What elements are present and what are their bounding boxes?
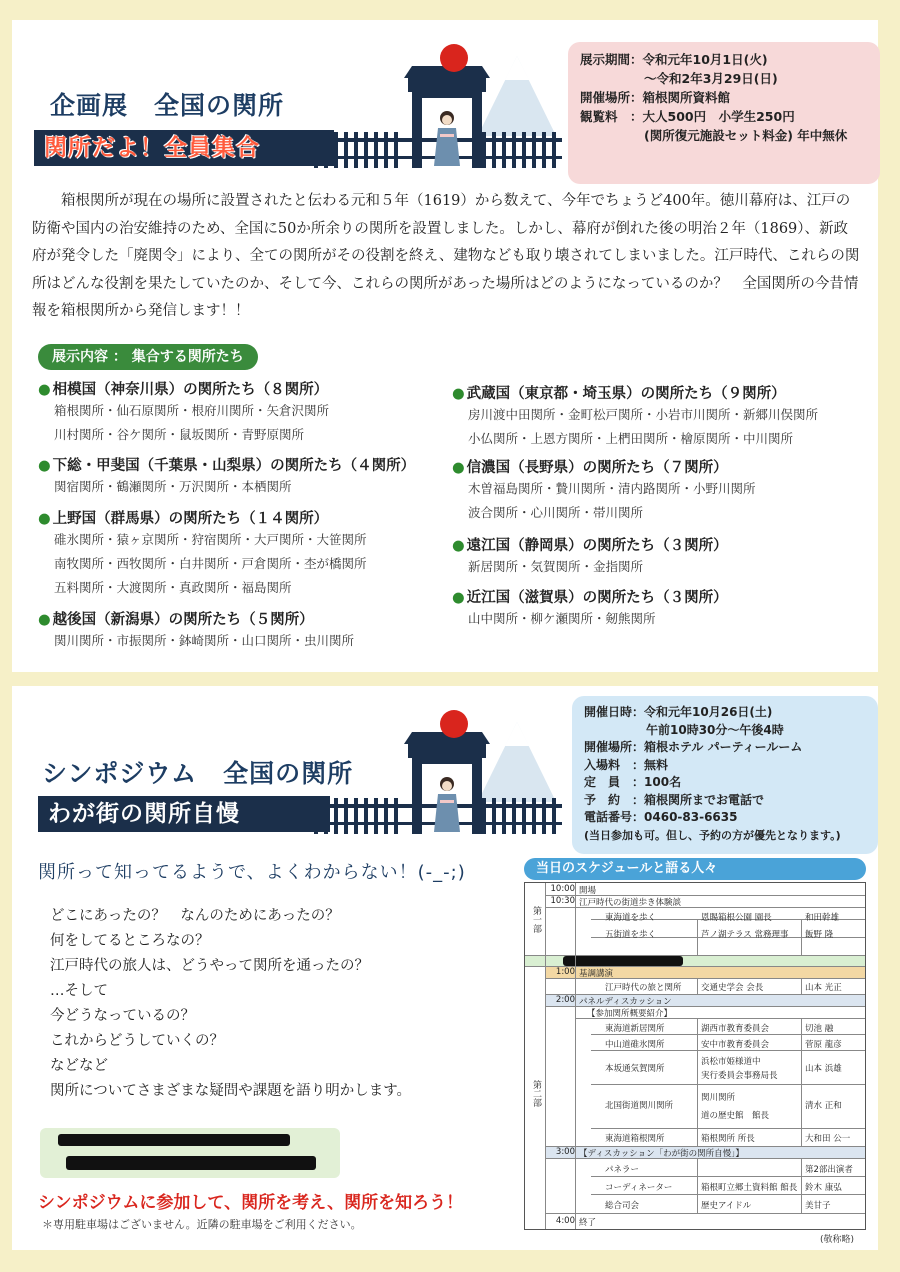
schedule-event: コーディネーター — [605, 1183, 673, 1193]
schedule-org: 箱根町立郷土資料館 館長 — [701, 1183, 798, 1193]
redaction-bar — [66, 1156, 316, 1170]
schedule-name: 飯野 隆 — [805, 930, 834, 940]
info-row: (当日参加も可。但し、予約の方が優先となります。) — [584, 828, 841, 842]
schedule-event: 江戸時代の旅と関所 — [605, 983, 682, 993]
info-row: 電話番号： 0460-83-6635 — [584, 810, 738, 824]
grid-line — [575, 883, 576, 1229]
grid-line — [591, 1084, 865, 1085]
schedule-org: 箱根関所 所長 — [701, 1134, 755, 1144]
bullet-icon: ● — [38, 511, 51, 527]
region-shinano: ● 信濃国（長野県）の関所たち（７関所） 木曽福島関所・贄川関所・清内路関所・小野川関所 波合関所・心川関所・帯川関所 — [452, 460, 756, 520]
schedule-name: 切池 融 — [805, 1024, 834, 1034]
schedule-time: 3:00 — [555, 1147, 575, 1157]
schedule-table — [524, 882, 866, 1230]
grid-line — [801, 1158, 802, 1213]
bullet-icon: ● — [452, 386, 465, 402]
exhibition-panel — [12, 20, 878, 672]
contents-label: 展示内容 ： 集合する関所たち — [38, 344, 258, 370]
bullet-icon: ● — [452, 590, 465, 606]
info-row: 開催場所： 箱根関所資料館 — [580, 90, 731, 105]
gate-illustration-1 — [312, 38, 562, 168]
schedule-header: 当日のスケジュールと語る人々 — [524, 858, 866, 880]
schedule-event: 五街道を歩く — [605, 930, 657, 940]
red-sun-icon — [440, 710, 468, 738]
schedule-time: 10:00 — [550, 884, 575, 894]
schedule-name: 和田幹雄 — [805, 913, 840, 923]
grid-line — [525, 966, 865, 967]
region-echigo: ● 越後国（新潟県）の関所たち（５関所） 関川関所・市振関所・鉢崎関所・山口関所・虫川関所 — [38, 612, 355, 648]
bullet-icon: ● — [38, 612, 51, 628]
schedule-name: 美甘子 — [805, 1201, 831, 1211]
schedule-org: 安中市教育委員会 — [701, 1040, 770, 1050]
info-row: 開催日時： 令和元年10月26日(土) — [584, 705, 773, 719]
grid-line — [801, 978, 802, 994]
region-kozuke: ● 上野国（群馬県）の関所たち（１４関所） 碓氷関所・猿ヶ京関所・狩宿関所・大戸関所・大笹関所 南牧関所・西牧関所・白井関所・戸倉関所・杢が橋関所 五料関所・大渡関所・真政関所・福島関所 — [38, 511, 367, 595]
info-row: (関所復元施設セット料金) 年中無休 — [644, 128, 848, 143]
schedule-note: (敬称略) — [820, 1235, 855, 1245]
grid-line — [697, 1158, 698, 1213]
schedule-event: 終了 — [579, 1218, 597, 1228]
schedule-event: 中山道碓氷関所 — [605, 1040, 665, 1050]
info-row: 予 約 ： 箱根関所までお電話で — [584, 792, 765, 807]
grid-line — [697, 978, 698, 994]
schedule-name: 山本 浜雄 — [805, 1064, 842, 1074]
schedule-time: 1:00 — [555, 967, 575, 977]
schedule-event: 総合司会 — [605, 1201, 640, 1211]
bullet-icon: ● — [452, 538, 465, 554]
grid-line — [591, 1194, 865, 1195]
grid-line — [545, 1213, 865, 1214]
symposium-info-box — [572, 696, 878, 854]
question-line: 江戸時代の旅人は、どうやって関所を通ったの？ — [50, 958, 369, 974]
region-shimousa-kai: ● 下総・甲斐国（千葉県・山梨県）の関所たち（４関所） 関宿関所・鶴瀬関所・万沢関所・本栖関所 — [38, 458, 416, 494]
schedule-event: 東海道箱根関所 — [605, 1134, 665, 1144]
schedule-event: 本坂通気賀関所 — [605, 1064, 665, 1074]
exhibition-subtitle: 関所だよ！全員集合 — [34, 130, 334, 166]
question-line: 今どうなっているの？ — [50, 1008, 195, 1024]
schedule-name: 菅原 龍彦 — [805, 1040, 842, 1050]
schedule-time: 2:00 — [555, 995, 575, 1005]
symposium-subtitle: わが街の関所自慢 — [38, 796, 330, 832]
grid-line — [801, 1018, 802, 1146]
info-row: 開催場所： 箱根ホテル パーティールーム — [584, 740, 803, 754]
grid-line — [591, 1034, 865, 1035]
schedule-name: 清水 正和 — [805, 1101, 842, 1111]
schedule-name: 第2部出演者 — [805, 1165, 853, 1175]
schedule-org: 交通史学会 会長 — [701, 983, 764, 993]
schedule-name: 鈴木 康弘 — [805, 1183, 842, 1193]
grid-line — [697, 1018, 698, 1146]
grid-line — [591, 1128, 865, 1129]
schedule-event: 基調講演 — [579, 969, 614, 979]
exhibition-title: 企画展 全国の関所 — [50, 91, 285, 120]
schedule-org: 実行委員会事務局長 — [701, 1071, 778, 1081]
part2-label: 第二部 — [531, 1079, 541, 1107]
schedule-event: 【参加関所概要紹介】 — [587, 1009, 673, 1019]
info-row: 定 員 ： 100名 — [584, 775, 682, 789]
redaction-bar — [58, 1134, 290, 1146]
question-line: どこにあったの？ なんのためにあったの？ — [50, 908, 340, 924]
schedule-org: 芦ノ湖テラス 常務理事 — [701, 930, 789, 940]
info-row: 観覧料 ： 大人500円 小学生250円 — [580, 109, 795, 124]
schedule-org: 恩賜箱根公園 園長 — [701, 913, 772, 923]
info-row: 展示期間： 令和元年10月1日(火) — [580, 52, 768, 67]
schedule-event: 東海道新居関所 — [605, 1024, 665, 1034]
schedule-event: パネラー — [605, 1165, 640, 1175]
schedule-event: 江戸時代の街道歩き体験談 — [579, 898, 682, 908]
grid-line — [591, 1050, 865, 1051]
question-line: 何をしてるところなの？ — [50, 933, 210, 949]
question-line: これからどうしていくの？ — [50, 1033, 224, 1049]
bullet-icon: ● — [38, 382, 51, 398]
region-totomi: ● 遠江国（静岡県）の関所たち（３関所） 新居関所・気賀関所・金指関所 — [452, 538, 728, 574]
question-line: などなど — [50, 1058, 108, 1074]
schedule-event: 北国街道関川関所 — [605, 1101, 674, 1111]
part1-label: 第一部 — [531, 905, 541, 933]
grid-line — [525, 955, 865, 956]
schedule-org: 関川関所 — [701, 1093, 736, 1103]
region-omi: ● 近江国（滋賀県）の関所たち（３関所） 山中関所・柳ケ瀬関所・剱熊関所 — [452, 590, 728, 626]
info-row: 午前10時30分～午後4時 — [646, 722, 784, 737]
info-row: ～令和2年3月29日(日) — [644, 71, 778, 86]
schedule-event: 東海道を歩く — [605, 913, 657, 923]
region-musashi: ● 武蔵国（東京都・埼玉県）の関所たち（９関所） 房川渡中田関所・金町松戸関所・小岩市川関所・新郷川俣関所 小仏関所・上恩方関所・上椚田関所・檜原関所・中川関所 — [452, 386, 819, 446]
schedule-name: 大和田 公一 — [805, 1134, 851, 1144]
schedule-org: 歴史アイドル — [701, 1201, 752, 1211]
exhibition-intro-text: 箱根関所が現在の場所に設置されたと伝わる元和５年（1619）から数えて、今年でちょうど400年。徳川幕府は、江戸の防衛や国内の治安維持のため、全国に50か所余りの関所を設置しました。しかし、幕府が倒れた後の明治２年（1869）、新政府が発令した「廃関令」により、全ての関所がその役割を終え、建物なども取り壊されてしまいました。江戸時代、これらの関所はどんな役割を果たしていたのか、そして今、これらの関所があった場所はどのようになっているのか？ 全国関所の今昔情報を箱根関所から発信します！！ — [32, 193, 860, 319]
schedule-event: パネルディスカッション — [579, 997, 672, 1007]
question-line: …そして — [50, 983, 108, 999]
schedule-time: 10:30 — [550, 896, 575, 906]
schedule-org: 湖西市教育委員会 — [701, 1024, 770, 1034]
bullet-icon: ● — [38, 458, 51, 474]
traveler-figure — [434, 111, 460, 166]
bullet-icon: ● — [452, 460, 465, 476]
symposium-title: シンポジウム 全国の関所 — [42, 759, 354, 788]
traveler-figure — [434, 777, 460, 832]
schedule-org: 浜松市姫様道中 — [701, 1057, 761, 1067]
schedule-name: 山本 光正 — [805, 983, 842, 993]
schedule-time: 4:00 — [555, 1216, 575, 1226]
exhibition-info-box — [568, 42, 880, 184]
grid-line — [545, 883, 546, 1229]
parking-note: ＊専用駐車場はございません。近隣の駐車場をご利用ください。 — [42, 1218, 362, 1231]
red-sun-icon — [440, 44, 468, 72]
schedule-event: 開場 — [579, 886, 597, 896]
schedule-org: 道の歴史館 館長 — [701, 1111, 770, 1121]
symposium-panel — [12, 686, 878, 1250]
grid-line — [591, 1176, 865, 1177]
region-sagami: ● 相模国（神奈川県）の関所たち（８関所） 箱根関所・仙石原関所・根府川関所・矢倉沢関所 川村関所・谷ケ関所・鼠坂関所・青野原関所 — [38, 382, 330, 442]
question-line: 関所についてさまざまな疑問や課題を語り明かします。 — [50, 1083, 412, 1099]
symposium-slogan: シンポジウムに参加して、関所を考え、関所を知ろう！ — [38, 1193, 464, 1213]
redaction-bar — [563, 956, 683, 966]
handwritten-headline: 関所って知ってるようで、よくわからない！(-_-;) — [38, 862, 466, 883]
info-row: 入場料 ： 無料 — [584, 757, 669, 772]
schedule-event: 【ディスカッション「わが街の関所自慢」】 — [579, 1149, 744, 1159]
